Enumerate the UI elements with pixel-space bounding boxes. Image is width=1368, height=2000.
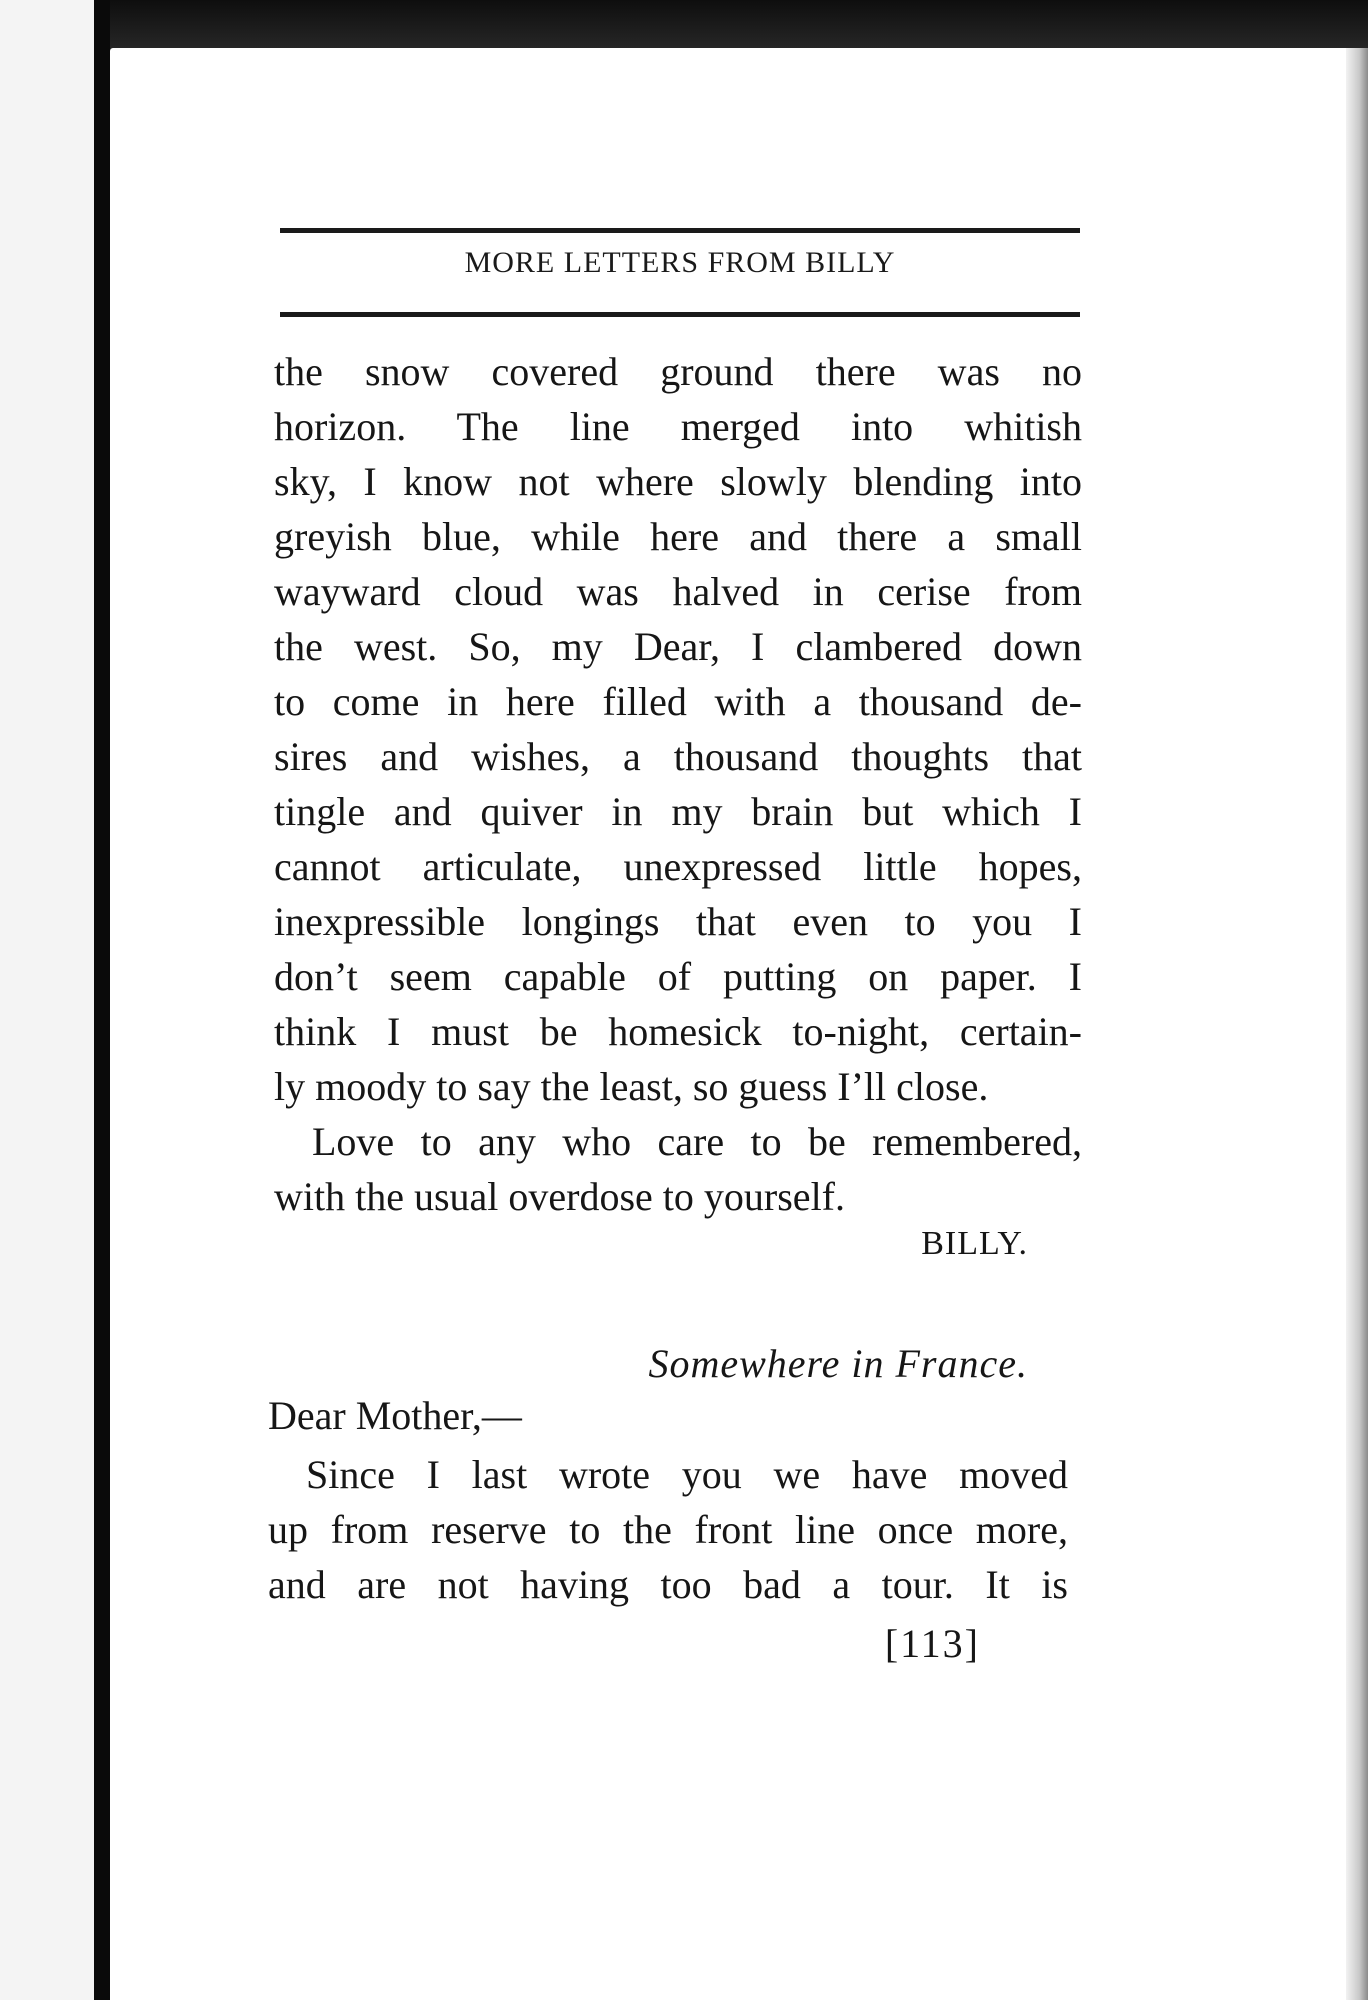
text-line: sires and wishes, a thousand thoughts that bbox=[274, 734, 1082, 779]
text-line: Since I last wrote you we have moved bbox=[306, 1452, 1068, 1497]
page-edge-shadow bbox=[1346, 48, 1368, 2000]
text-line: sky, I know not where slowly blending into bbox=[274, 459, 1082, 504]
letter-place-line: Somewhere in France. bbox=[648, 1341, 1028, 1386]
header-rule-bottom bbox=[280, 312, 1080, 317]
text-line: think I must be homesick to-night, certain- bbox=[274, 1009, 1082, 1054]
header-rule-top bbox=[280, 228, 1080, 233]
letter-closing-paragraph bbox=[274, 344, 1082, 1224]
text-line: wayward cloud was halved in cerise from bbox=[274, 569, 1082, 614]
text-line: with the usual overdose to yourself. bbox=[274, 1174, 845, 1219]
text-line: the snow covered ground there was no bbox=[274, 349, 1082, 394]
text-line: cannot articulate, unexpressed little hopes, bbox=[274, 844, 1082, 889]
text-line: up from reserve to the front line once more, bbox=[268, 1507, 1068, 1552]
salutation: Dear Mother,— bbox=[268, 1393, 522, 1438]
text-line: tingle and quiver in my brain but which I bbox=[274, 789, 1082, 834]
text-line: the west. So, my Dear, I clambered down bbox=[274, 624, 1082, 669]
new-letter-paragraph bbox=[268, 1447, 1068, 1612]
text-line: and are not having too bad a tour. It is bbox=[268, 1562, 1068, 1607]
page-number: [113] bbox=[884, 1621, 980, 1666]
signature: BILLY. bbox=[921, 1225, 1028, 1262]
text-line: inexpressible longings that even to you I bbox=[274, 899, 1082, 944]
running-head: MORE LETTERS FROM BILLY bbox=[464, 246, 896, 279]
text-line: ly moody to say the least, so guess I’ll close. bbox=[274, 1064, 989, 1109]
book-spine-edge bbox=[0, 0, 110, 2000]
text-line: greyish blue, while here and there a small bbox=[274, 514, 1082, 559]
text-line: Love to any who care to be remembered, bbox=[312, 1119, 1082, 1164]
text-line: don’t seem capable of putting on paper. I bbox=[274, 954, 1082, 999]
text-line: to come in here filled with a thousand de- bbox=[274, 679, 1082, 724]
text-line: horizon. The line merged into whitish bbox=[274, 404, 1082, 449]
